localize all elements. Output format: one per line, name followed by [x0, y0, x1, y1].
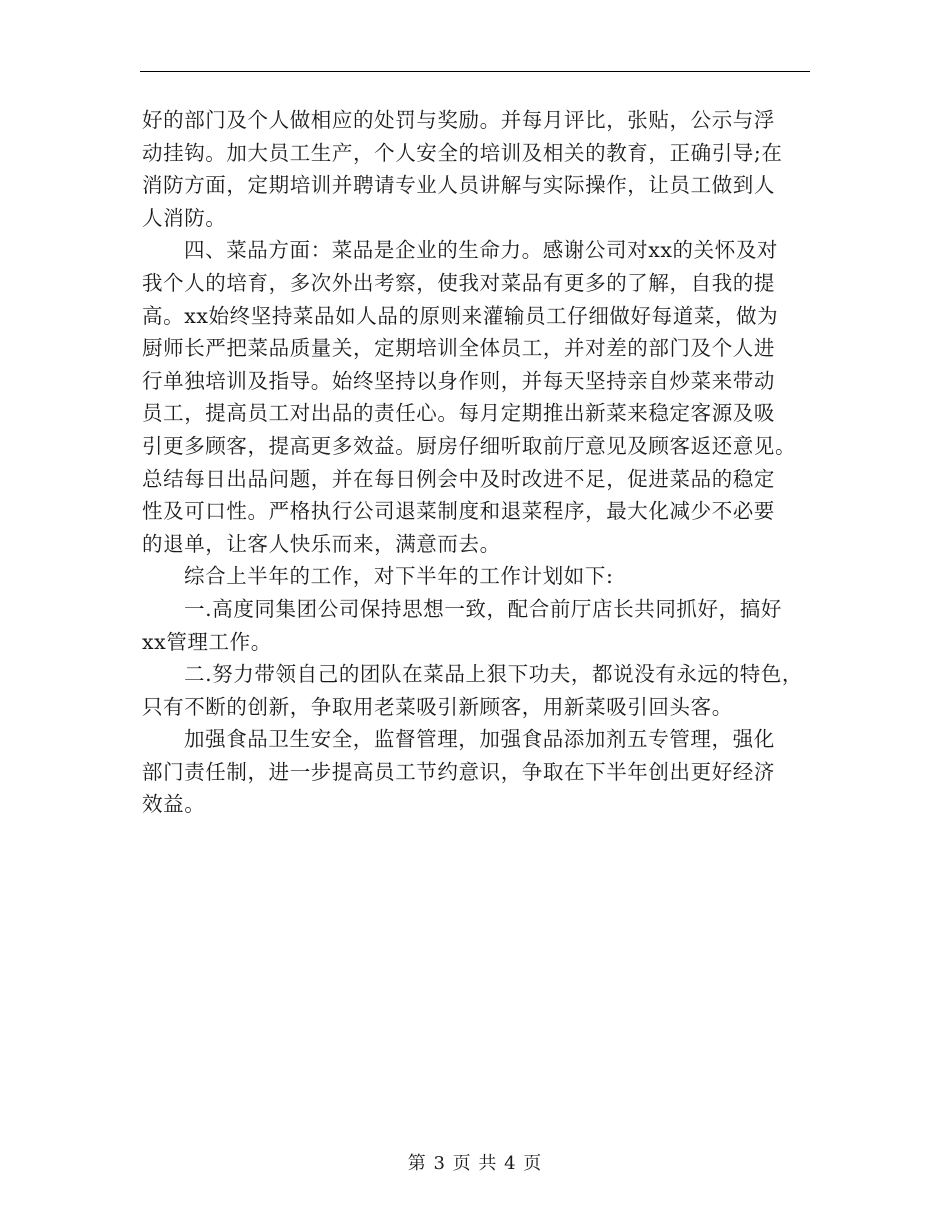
text-line: 厨师长严把菜品质量关，定期培训全体员工，并对差的部门及个人进	[142, 336, 775, 361]
text-line: 员工，提高员工对出品的责任心。每月定期推出新菜来稳定客源及吸	[142, 401, 775, 426]
text-line: 部门责任制，进一步提高员工节约意识，争取在下半年创出更好经济	[142, 759, 775, 784]
text-line: 好的部门及个人做相应的处罚与奖励。并每月评比，张贴，公示与浮	[142, 108, 775, 132]
text-line: 引更多顾客，提高更多效益。厨房仔细听取前厅意见及顾客返还意见。	[142, 433, 797, 458]
text-line: 效益。	[142, 792, 206, 817]
text-line: xx管理工作。	[142, 629, 272, 654]
text-line: 人消防。	[142, 205, 227, 230]
text-line: 性及可口性。严格执行公司退菜制度和退菜程序，最大化减少不必要	[142, 499, 775, 524]
paragraph-start: 综合上半年的工作，对下半年的工作计划如下:	[184, 564, 614, 589]
paragraph-start: 一.高度同集团公司保持思想一致，配合前厅店长共同抓好，搞好	[184, 596, 782, 621]
text-line: 行单独培训及指导。始终坚持以身作则，并每天坚持亲自炒菜来带动	[142, 368, 775, 393]
text-line: 的退单，让客人快乐而来，满意而去。	[142, 531, 501, 556]
page-number-footer: 第 3 页 共 4 页	[407, 1153, 543, 1174]
paragraph-start: 四、菜品方面：菜品是企业的生命力。感谢公司对xx的关怀及对	[184, 238, 779, 263]
text-line: 高。xx始终坚持菜品如人品的原则来灌输员工仔细做好每道菜，做为	[142, 303, 779, 328]
text-line: 我个人的培育，多次外出考察，使我对菜品有更多的了解，自我的提	[142, 270, 775, 295]
text-line: 只有不断的创新，争取用老菜吸引新顾客，用新菜吸引回头客。	[142, 694, 733, 719]
header-rule	[140, 71, 810, 72]
paragraph-start: 加强食品卫生安全，监督管理，加强食品添加剂五专管理，强化	[184, 727, 775, 752]
body-text	[142, 104, 810, 821]
text-line: 动挂钩。加大员工生产，个人安全的培训及相关的教育，正确引导;在	[142, 140, 783, 165]
paragraph-start: 二.努力带领自己的团队在菜品上狠下功夫，都说没有永远的特色，	[184, 662, 804, 687]
text-line: 消防方面，定期培训并聘请专业人员讲解与实际操作，让员工做到人	[142, 173, 775, 198]
text-line: 总结每日出品问题，并在每日例会中及时改进不足，促进菜品的稳定	[142, 466, 775, 491]
